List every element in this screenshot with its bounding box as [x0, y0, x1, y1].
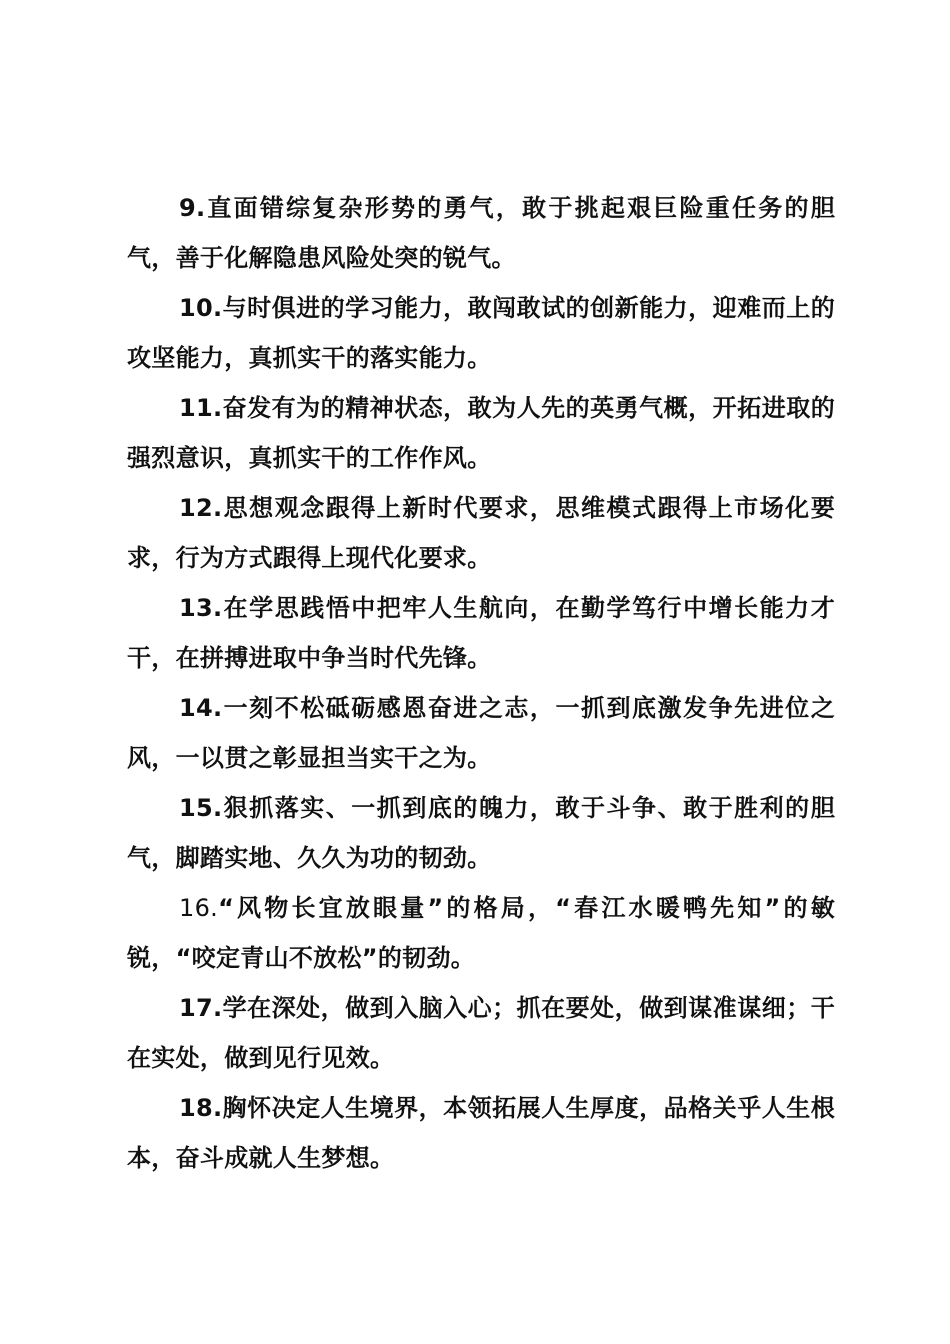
paragraph-text: 学在深处，做到入脑入心；抓在要处，做到谋准谋细；干在实处，做到见行见效。 — [127, 994, 835, 1072]
item-number: 10. — [179, 294, 223, 322]
paragraph-10 — [127, 283, 835, 383]
paragraph-text: 胸怀决定人生境界，本领拓展人生厚度，品格关乎人生根本，奋斗成就人生梦想。 — [127, 1094, 835, 1172]
item-number: 16. — [179, 894, 219, 922]
paragraph-text: 奋发有为的精神状态，敢为人先的英勇气概，开拓进取的强烈意识，真抓实干的工作作风。 — [127, 394, 835, 472]
item-number: 14. — [179, 694, 223, 722]
item-number: 18. — [179, 1094, 223, 1122]
paragraph-text: “风物长宜放眼量”的格局，“春江水暖鸭先知”的敏锐，“咬定青山不放松”的韧劲。 — [127, 894, 835, 972]
paragraph-text: 一刻不松砥砺感恩奋进之志，一抓到底激发争先进位之风，一以贯之彰显担当实干之为。 — [127, 694, 835, 772]
paragraph-18 — [127, 1083, 835, 1183]
item-number: 15. — [179, 794, 223, 822]
document-body — [127, 183, 835, 1183]
paragraph-text: 与时俱进的学习能力，敢闯敢试的创新能力，迎难而上的攻坚能力，真抓实干的落实能力。 — [127, 294, 835, 372]
paragraph-13 — [127, 583, 835, 683]
paragraph-15 — [127, 783, 835, 883]
item-number: 13. — [179, 594, 223, 622]
paragraph-text: 思想观念跟得上新时代要求，思维模式跟得上市场化要求，行为方式跟得上现代化要求。 — [127, 494, 835, 572]
paragraph-14 — [127, 683, 835, 783]
item-number: 9. — [179, 194, 206, 222]
paragraph-text: 狠抓落实、一抓到底的魄力，敢于斗争、敢于胜利的胆气，脚踏实地、久久为功的韧劲。 — [127, 794, 835, 872]
item-number: 17. — [179, 994, 223, 1022]
item-number: 11. — [179, 394, 223, 422]
item-number: 12. — [179, 494, 223, 522]
paragraph-12 — [127, 483, 835, 583]
paragraph-17 — [127, 983, 835, 1083]
paragraph-11 — [127, 383, 835, 483]
paragraph-text: 直面错综复杂形势的勇气，敢于挑起艰巨险重任务的胆气，善于化解隐患风险处突的锐气。 — [127, 194, 835, 272]
paragraph-text: 在学思践悟中把牢人生航向，在勤学笃行中增长能力才干，在拼搏进取中争当时代先锋。 — [127, 594, 835, 672]
paragraph-16 — [127, 883, 835, 983]
paragraph-9 — [127, 183, 835, 283]
